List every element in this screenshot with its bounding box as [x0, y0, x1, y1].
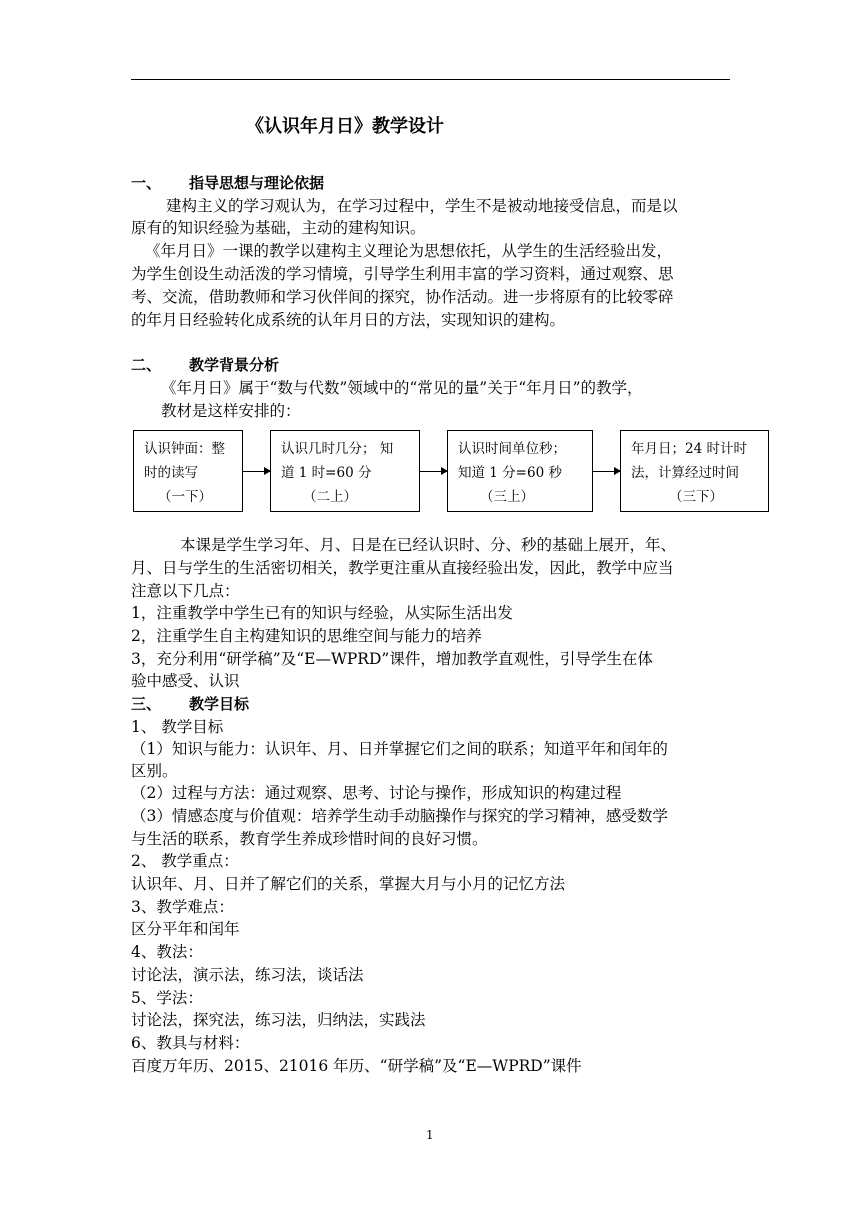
section3-line: 认识年、月、日并了解它们的关系，掌握大月与小月的记忆方法: [131, 875, 566, 893]
flow-box-text: 认识时间单位秒；: [458, 441, 566, 457]
section2-point: 1，注重教学中学生已有的知识与经验，从实际生活出发: [131, 604, 513, 622]
flow-arrow-icon: [420, 471, 447, 472]
section2-heading: [131, 354, 279, 376]
section1-p2-line: 的年月日经验转化成系统的认年月日的方法，实现知识的建构。: [131, 311, 566, 329]
section1-p1-line: 原有的知识经验为基础，主动的建构知识。: [131, 219, 426, 237]
document-title: 《认识年月日》教学设计: [246, 116, 444, 137]
section1-p2-line: 考、交流，借助教师和学习伙伴间的探究，协作活动。进一步将原有的比较零碎: [131, 288, 674, 306]
section1-title: 指导思想与理论依据: [189, 174, 325, 192]
flow-box-2: [270, 430, 420, 512]
section3-line: 3、教学难点：: [131, 898, 234, 916]
section1-p2-line: 《年月日》一课的教学以建构主义理论为思想依托，从学生的生活经验出发，: [145, 242, 673, 260]
section3-line: 4、教法：: [131, 943, 203, 961]
flow-box-text: 年月日；24 时计时: [631, 441, 747, 457]
section2-point: 2，注重学生自主构建知识的思维空间与能力的培养: [131, 627, 482, 645]
section3-line: 区别。: [131, 762, 178, 780]
section3-line: 2、 教学重点：: [131, 852, 239, 870]
flow-box-1: [133, 430, 243, 512]
flow-box-4: [620, 430, 769, 512]
section2-intro-line: 《年月日》属于“数与代数”领域中的“常见的量”关于“年月日”的教学，: [161, 379, 643, 397]
flow-box-text: 时的读写: [144, 465, 198, 481]
flow-box-grade: （三下）: [669, 489, 723, 505]
page-number: 1: [426, 1128, 434, 1142]
section2-body-line: 本课是学生学习年、月、日是在已经认识时、分、秒的基础上展开，年、: [180, 536, 677, 554]
section1-heading: [131, 172, 324, 194]
flow-box-text: 知道 1 分=60 秒: [458, 465, 562, 481]
section2-body-line: 月、日与学生的生活密切相关，教学更注重从直接经验出发，因此，教学中应当: [131, 559, 674, 577]
section2-point: 3，充分利用“研学稿”及“E—WPRD”课件，增加教学直观性，引导学生在体: [131, 650, 653, 668]
section3-line: 6、教具与材料：: [131, 1034, 250, 1052]
section1-number: 一、: [131, 174, 162, 192]
section2-body-line: 注意以下几点：: [131, 582, 240, 600]
section2-point: 验中感受、认识: [131, 672, 240, 690]
flow-box-text: 认识钟面：整: [144, 441, 225, 457]
section2-number: 二、: [131, 356, 162, 374]
flow-box-text: 道 1 时=60 分: [281, 465, 372, 481]
section3-line: 1、 教学目标: [131, 718, 224, 736]
section3-line: 区分平年和闰年: [131, 920, 240, 938]
flow-box-grade: （二上）: [303, 489, 357, 505]
section3-title: 教学目标: [189, 695, 250, 713]
section3-line: （1）知识与能力：认识年、月、日并掌握它们之间的联系；知道平年和闰年的: [131, 740, 668, 758]
flow-box-text: 认识几时几分； 知: [281, 441, 394, 457]
flow-box-text: 法，计算经过时间: [631, 465, 739, 481]
flow-arrow-icon: [243, 471, 270, 472]
header-rule: [131, 79, 730, 80]
section3-line: 与生活的联系，教育学生养成珍惜时间的良好习惯。: [131, 830, 488, 848]
section3-line: 讨论法，演示法，练习法，谈话法: [131, 966, 364, 984]
section3-line: 百度万年历、2015、21016 年历、“研学稿”及“E—WPRD”课件: [131, 1057, 582, 1075]
section3-line: 5、学法：: [131, 989, 203, 1007]
section2-title: 教学背景分析: [189, 356, 280, 374]
section3-line: 讨论法，探究法，练习法，归纳法，实践法: [131, 1011, 426, 1029]
section3-number: 三、: [131, 695, 162, 713]
section3-line: （2）过程与方法：通过观察、思考、讨论与操作，形成知识的构建过程: [131, 784, 622, 802]
section2-intro-line: 教材是这样安排的：: [161, 402, 301, 420]
flow-arrow-icon: [593, 471, 620, 472]
flow-box-grade: （三上）: [480, 489, 534, 505]
section1-p1-line: 建构主义的学习观认为，在学习过程中，学生不是被动地接受信息，而是以: [166, 197, 678, 215]
section3-heading: [131, 693, 249, 715]
flow-box-grade: （一下）: [158, 489, 212, 505]
flow-box-3: [447, 430, 593, 512]
section3-line: （3）情感态度与价值观：培养学生动手动脑操作与探究的学习精神，感受数学: [131, 807, 668, 825]
section1-p2-line: 为学生创设生动活泼的学习情境，引导学生利用丰富的学习资料，通过观察、思: [131, 265, 674, 283]
